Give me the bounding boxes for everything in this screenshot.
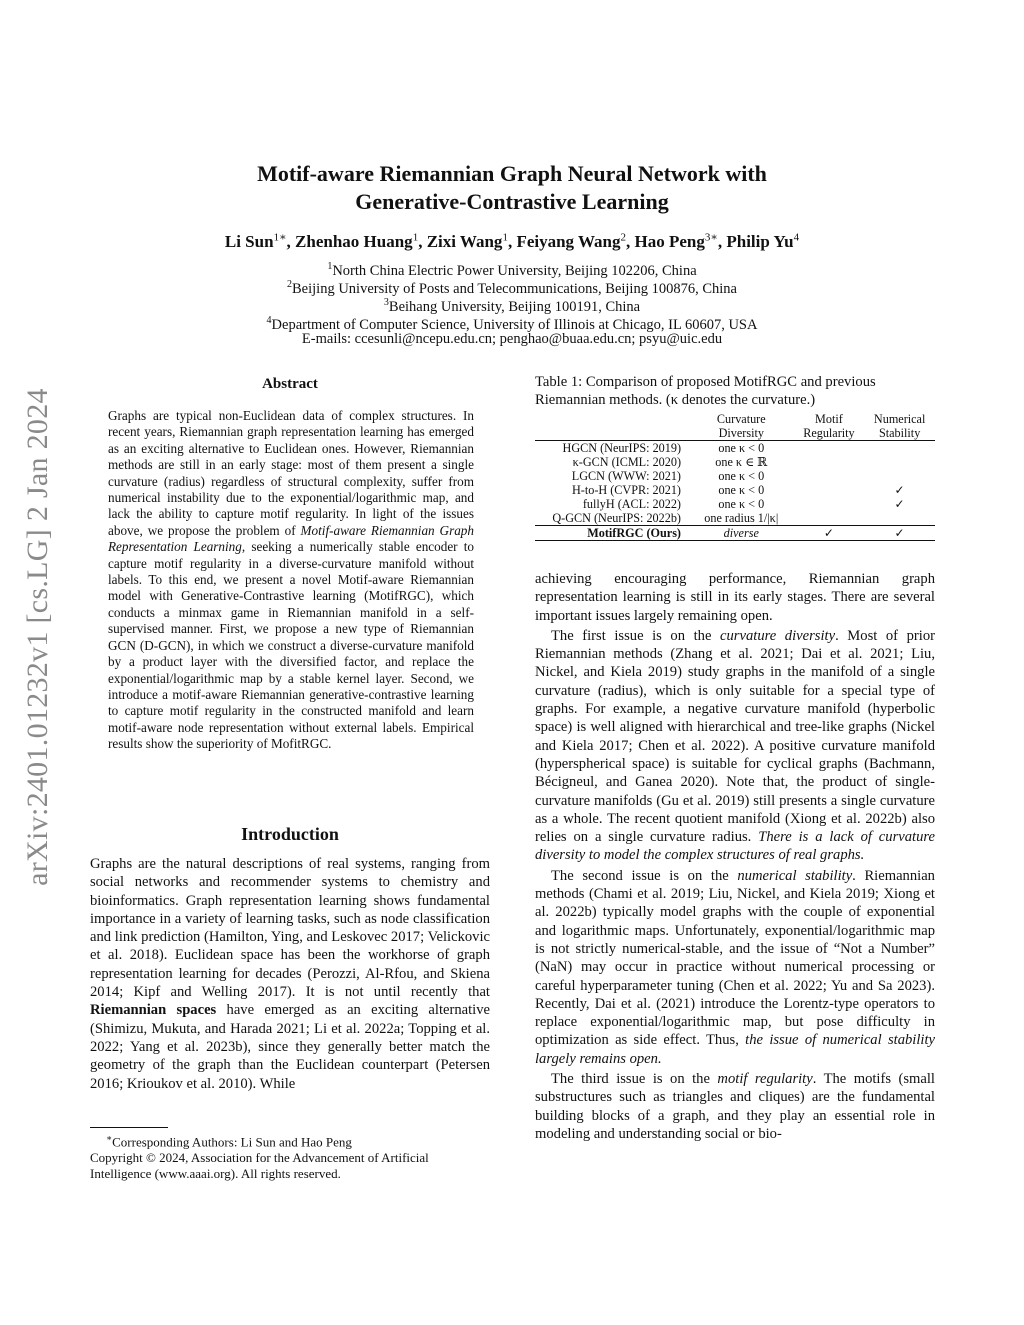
column-header: Numerical — [873, 412, 926, 426]
author-list — [0, 230, 1024, 252]
affiliation: $^3$Beihang University, Beijing 100191, China — [383, 297, 641, 315]
copyright-notice: Copyright © 2024, Association for the Advancement of Artificial Intelligence (www.aaai.org). All rights reserved. — [90, 1150, 429, 1182]
table-row: LGCN (WWW: 2021) one κ < 0 — [571, 469, 765, 483]
author: Feiyang Wang$^2$, — [516, 231, 635, 251]
title-line-2: Generative-Contrastive Learning — [355, 189, 669, 214]
paragraph-numerical-stability: The second issue is on the numerical stability. Riemannian methods (Chami et al. 2019; Liu, Nickel, and Kiela 2019; Xiong et al. 2022b) typically model graphs with the couple of exponential and logarithmic maps. Unfortunately, exponential/logarithmic map is not strictly numerical-stable, and the issue of “Not a Number” (NaN) may occur in practice without numerical processing or careful hyperparameter tuning (Chen et al. 2022; Yu and Sa 2023). Recently, Dai et al. (2021) introduce the Lorentz-type operators to replace exponential/logarithmic map, but pose difficulty in optimization as side effect. Thus, the issue of numerical stability largely remains open. — [535, 867, 935, 1067]
column-header: Diversity — [689, 426, 794, 441]
column-header: Curvature — [716, 412, 766, 426]
footnote — [90, 1130, 490, 1182]
corresponding-authors-note: ∗Corresponding Authors: Li Sun and Hao Peng — [106, 1133, 352, 1150]
table-row: κ-GCN (ICML: 2020) one κ ∈ ℝ — [572, 455, 768, 469]
table-header-row-1 — [535, 412, 935, 426]
right-column-text — [535, 570, 935, 1145]
arxiv-identifier: arXiv:2401.01232v1 [cs.LG] 2 Jan 2024 — [21, 388, 54, 886]
footnote-rule — [90, 1127, 168, 1128]
column-header: Stability — [864, 426, 935, 441]
author: Philip Yu$^4$ — [726, 231, 800, 251]
abstract-heading: Abstract — [262, 376, 318, 392]
column-header: Motif — [815, 412, 843, 426]
affiliation: $^2$Beijing University of Posts and Telecommunications, Beijing 100876, China — [287, 279, 737, 297]
affiliation: $^1$North China Electric Power University, Beijing 102206, China — [327, 261, 697, 279]
affiliation: $^4$Department of Computer Science, University of Illinois at Chicago, IL 60607, USA — [266, 315, 758, 333]
table-caption: Table 1: Comparison of proposed MotifRGC and previous Riemannian methods. (κ denotes the curvature.) — [535, 374, 876, 408]
column-header: Regularity — [794, 426, 865, 441]
table-row: fullyH (ACL: 2022) one κ < 0 ✓ — [582, 497, 905, 511]
author: Zixi Wang$^1$, — [426, 231, 517, 251]
table-header-row-2 — [535, 426, 935, 441]
table-row: H-to-H (CVPR: 2021) one κ < 0 ✓ — [571, 483, 905, 497]
paper-title — [0, 160, 1024, 216]
author: Hao Peng$^{3∗}$, — [634, 231, 727, 251]
abstract-body: Graphs are typical non-Euclidean data of complex structures. In recent years, Riemannian graph representation learning has emerged as an exciting alternative to Euclidean ones. However, Riemannian methods are still in an early stage: most of them present a single curvature (radius) regardless of structural complexity, suffer from numerical instability due to the exponential/logarithmic map, and lack the ability to capture motif regularity. In light of the issues above, we propose the problem of Motif-aware Riemannian Graph Representation Learning, seeking a numerically stable encoder to capture motif regularity in a diverse-curvature manifold without labels. To this end, we present a novel Motif-aware Riemannian model with Generative-Contrastive learning (MotifRGC), which conducts a minmax game in Riemannian manifold in a self-supervised manner. First, we propose a new type of Riemannian GCN (D-GCN), in which we construct a diverse-curvature manifold by a product layer with the diversified factor, and replace the exponential/logarithmic map by a stable kernel layer. Second, we introduce a motif-aware Riemannian generative-contrastive learning to capture motif regularity in the constructed manifold and learn motif-aware node representation without external labels. Empirical results show the superiority of MofitRGC. — [108, 408, 474, 752]
intro-paragraph-1: Graphs are the natural descriptions of real systems, ranging from social networks and recommender systems to chemistry and bioinformatics. Graph representation learning shows fundamental importance in a variety of learning tasks, such as node classification and link prediction (Hamilton, Ying, and Leskovec 2017; Velickovic et al. 2018). Euclidean space has been the workhorse of graph representation learning for decades (Perozzi, Al-Rfou, and Skiena 2014; Kipf and Welling 2017). It is not until recently that Riemannian spaces have emerged as an exciting alternative (Shimizu, Mukuta, and Harada 2021; Li et al. 2022a; Topping et al. 2022; Yang et al. 2023b), since they generally better match the geometry of the graph than the Euclidean counterpart (Petersen 2016; Krioukov et al. 2010). While — [90, 856, 491, 1092]
author-emails: E-mails: ccesunli@ncepu.edu.cn; penghao@buaa.edu.cn; psyu@uic.edu — [301, 331, 723, 347]
author: Zhenhao Huang$^1$, — [295, 231, 427, 251]
table-row: HGCN (NeurIPS: 2019) one κ < 0 — [562, 441, 765, 455]
table-row-ours: MotifRGC (Ours) diverse ✓ ✓ — [535, 526, 935, 541]
paragraph-motif-regularity: The third issue is on the motif regularity. The motifs (small substructures such as triangles and cliques) are the fundamental building blocks of a graph, and they play an essential role in modeling and understanding social or bio- — [535, 1071, 935, 1142]
comparison-table — [535, 412, 935, 541]
introduction-heading: Introduction — [241, 824, 339, 844]
paragraph-curvature-diversity: The first issue is on the curvature diversity. Most of prior Riemannian methods (Zhang et al. 2021; Dai et al. 2021; Liu, Nickel, and Kiela 2019) study graphs in the manifold of a single curvature (radius), which is only suitable for a special type of graphs. For example, a negative curvature manifold (hyperbolic space) is well aligned with hierarchical and tree-like graphs (Nickel and Kiela 2017; Chen et al. 2022). A positive curvature manifold (hyperspherical space) is suitable for cyclical graphs (Bachmann, Bécigneul, and Ganea 2020). Note that, the product of single-curvature manifolds (Gu et al. 2019) still presents a single curvature as a whole. The recent quotient manifold (Xiong et al. 2022b) also relies on a single curvature radius. There is a lack of curvature diversity to model the complex structures of real graphs. — [535, 627, 935, 864]
table-row: Q-GCN (NeurIPS: 2022b) one radius 1/|κ| — [552, 511, 779, 525]
author: Li Sun$^{1∗}$, — [224, 231, 296, 251]
title-line-1: Motif-aware Riemannian Graph Neural Network with — [257, 161, 767, 186]
paragraph-continuation: achieving encouraging performance, Riemannian graph representation learning is still in its early stages. There are several important issues largely remaining open. — [535, 571, 935, 624]
